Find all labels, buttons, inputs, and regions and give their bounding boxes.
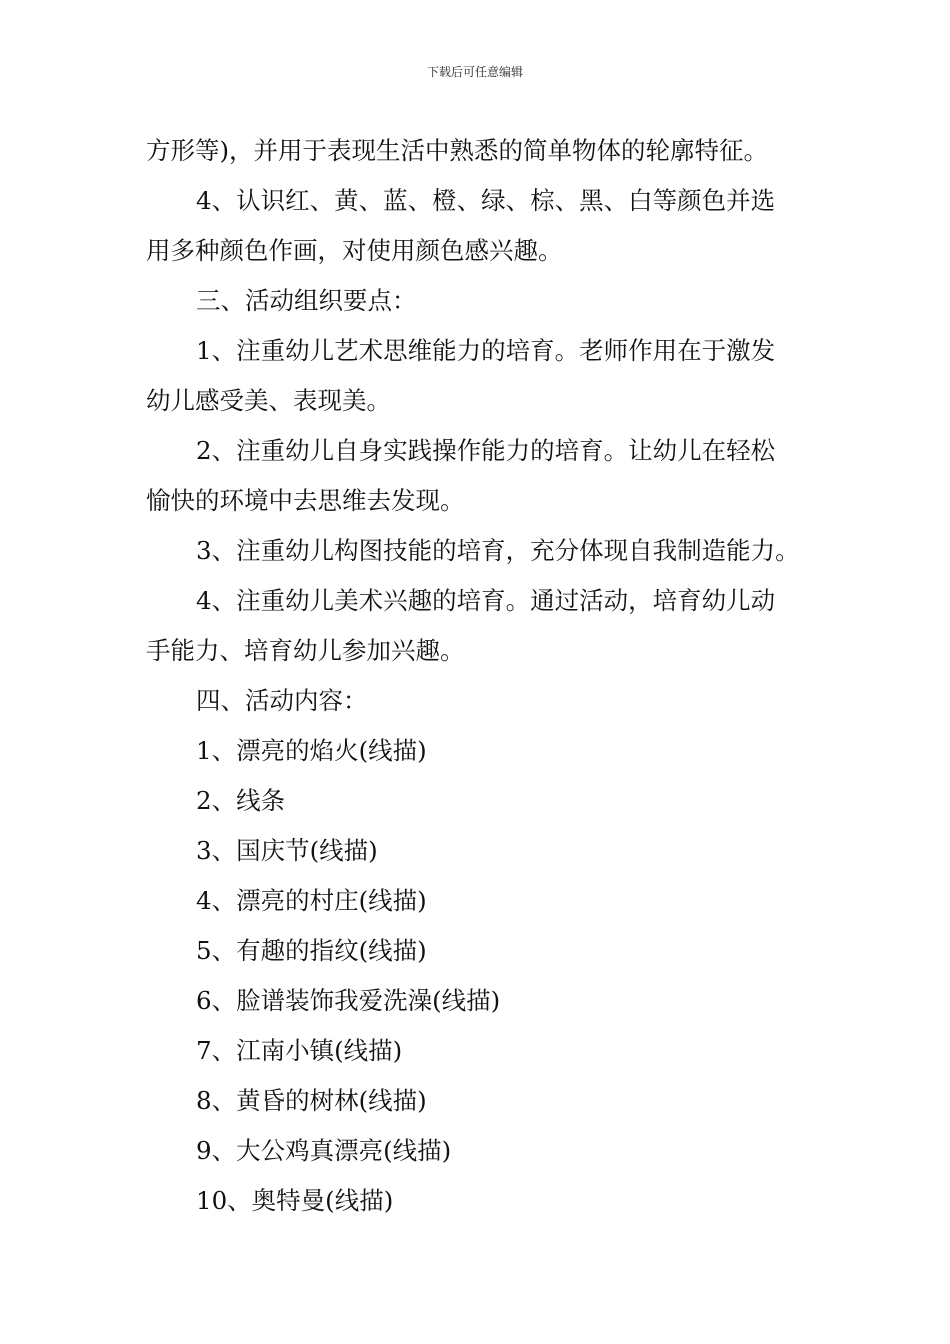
list-item: 10、奥特曼(线描)	[196, 1186, 394, 1215]
section-heading: 三、活动组织要点：	[196, 286, 417, 315]
list-item: 2、线条	[196, 786, 286, 815]
list-item: 6、脸谱装饰我爱洗澡(线描)	[196, 986, 501, 1015]
text-line: 愉快的环境中去思维去发现。	[146, 486, 465, 515]
list-item: 5、有趣的指纹(线描)	[196, 936, 427, 965]
page-header-note: 下载后可任意编辑	[426, 65, 523, 79]
list-item: 4、漂亮的村庄(线描)	[196, 886, 427, 915]
list-item: 3、国庆节(线描)	[196, 836, 378, 865]
document-body	[146, 126, 816, 1226]
text-line: 2、注重幼儿自身实践操作能力的培育。让幼儿在轻松	[196, 436, 776, 465]
text-line: 幼儿感受美、表现美。	[146, 386, 391, 415]
list-item: 8、黄昏的树林(线描)	[196, 1086, 427, 1115]
text-line: 方形等)，并用于表现生活中熟悉的简单物体的轮廓特征。	[146, 136, 769, 165]
text-line: 3、注重幼儿构图技能的培育，充分体现自我制造能力。	[196, 536, 800, 565]
section-heading: 四、活动内容：	[196, 686, 368, 715]
text-line: 手能力、培育幼儿参加兴趣。	[146, 636, 465, 665]
text-line: 1、注重幼儿艺术思维能力的培育。老师作用在于激发	[196, 336, 776, 365]
text-line: 4、注重幼儿美术兴趣的培育。通过活动，培育幼儿动	[196, 586, 776, 615]
list-item: 9、大公鸡真漂亮(线描)	[196, 1136, 452, 1165]
text-line: 用多种颜色作画，对使用颜色感兴趣。	[146, 236, 563, 265]
text-line: 4、认识红、黄、蓝、橙、绿、棕、黑、白等颜色并选	[196, 186, 776, 215]
list-item: 1、漂亮的焰火(线描)	[196, 736, 427, 765]
list-item: 7、江南小镇(线描)	[196, 1036, 403, 1065]
